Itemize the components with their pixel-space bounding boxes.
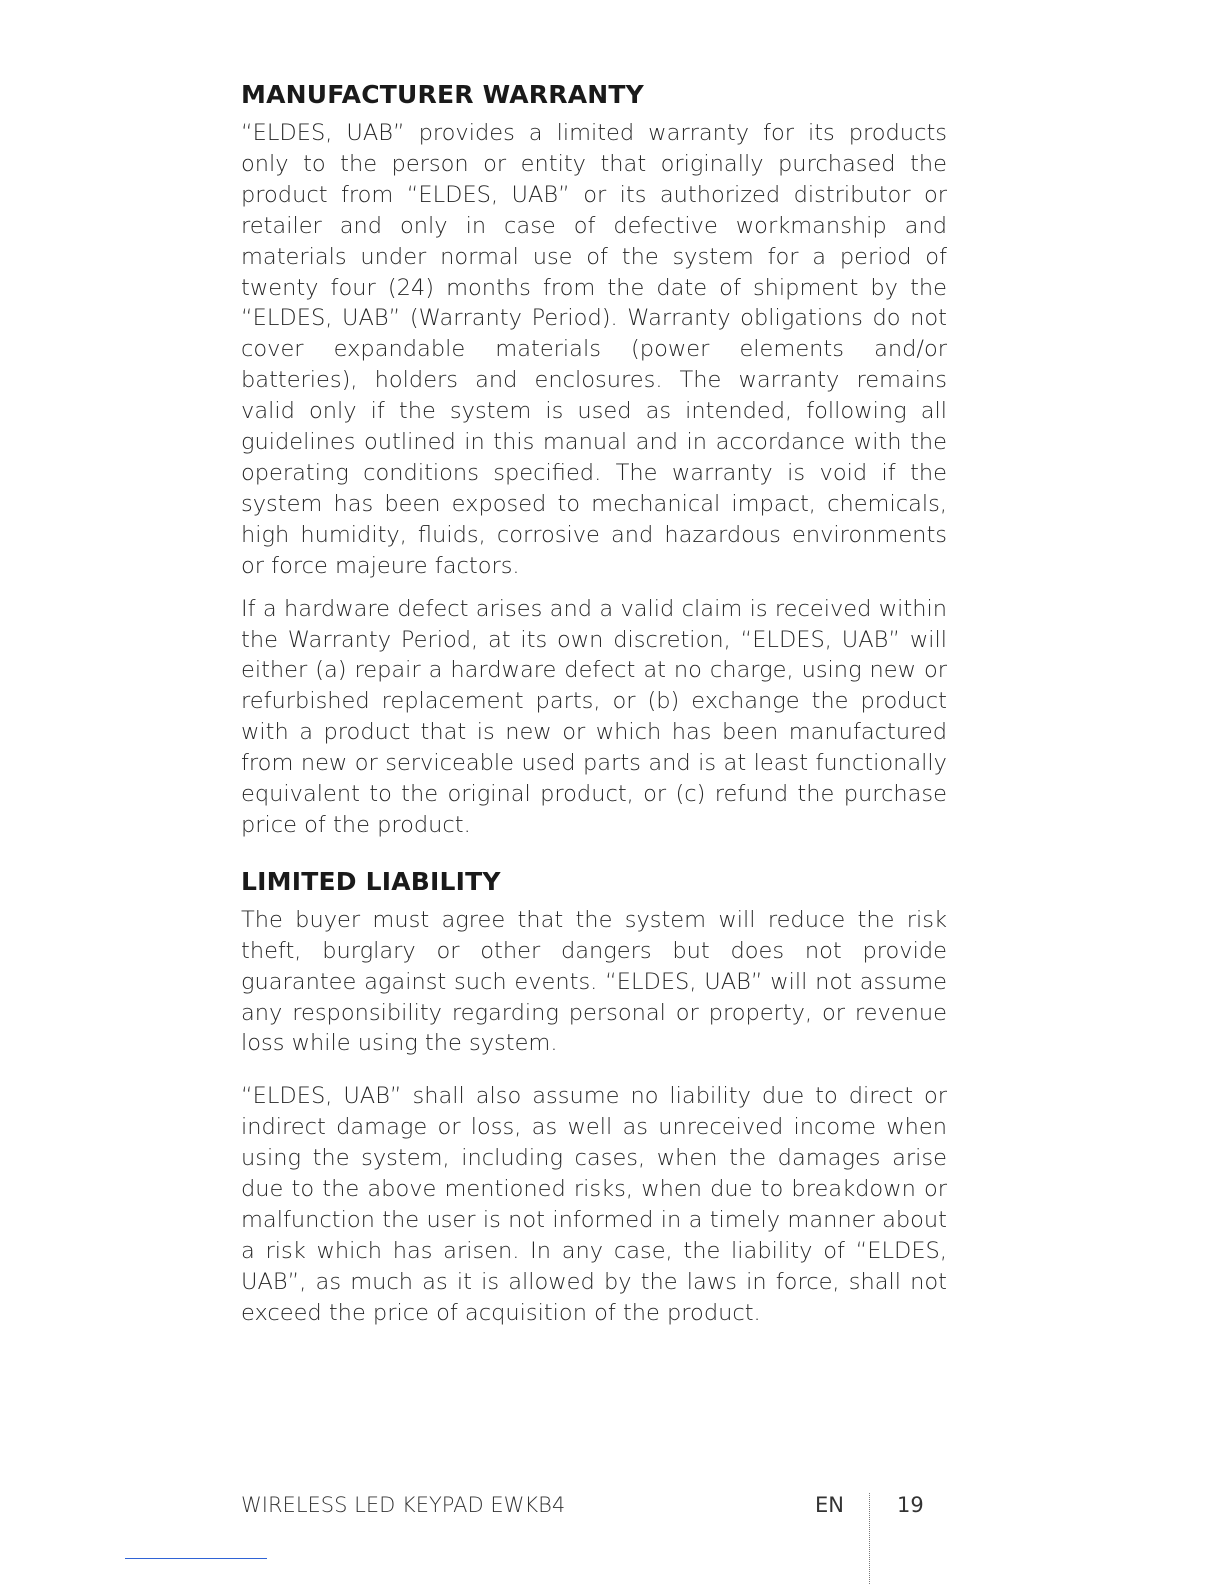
section-heading-liability: LIMITED LIABILITY bbox=[241, 866, 501, 896]
footer-product-title: WIRELESS LED KEYPAD EWKB4 bbox=[241, 1493, 566, 1517]
warranty-paragraph-2: If a hardware defect arises and a valid claim is received within the Warranty Period, at its own discretion, “ELDES, UAB” will either (a) repair a hardware defect at no charge, using new or refurbished replacement parts, or (b) exchange the product with a product that is new or which has been manufactured from new or serviceable used parts and is at least functionally equivalent to the original product, or (c) refund the purchase price of the product. bbox=[241, 595, 947, 838]
liability-paragraph-2: “ELDES, UAB” shall also assume no liability due to direct or indirect damage or loss, as well as unreceived income when using the system, including cases, when the damages arise due to the above mentioned risks, when due to breakdown or malfunction the user is not informed in a timely manner about a risk which has arisen. In any case, the liability of “ELDES, UAB”, as much as it is allowed by the laws in force, shall not exceed the price of acquisition of the product. bbox=[241, 1083, 947, 1326]
liability-paragraph-1: The buyer must agree that the system will reduce the risk theft, burglary or other dangers but does not provide guarantee against such events. “ELDES, UAB” will not assume any responsibility regarding personal or property, or revenue loss while using the system. bbox=[241, 906, 947, 1057]
footer-language: EN bbox=[815, 1493, 844, 1517]
footer-page-number: 19 bbox=[897, 1493, 924, 1517]
page-content bbox=[241, 78, 947, 1341]
warranty-paragraph-1: “ELDES, UAB” provides a limited warranty for its products only to the person or entity that originally purchased the product from “ELDES, UAB” or its authorized distributor or retailer and only in case of defective workmanship and materials under normal use of the system for a period of twenty four (24) months from the date of shipment by the “ELDES, UAB” (Warranty Period). Warranty obligations do not cover expandable materials (power elements and/or batteries), holders and enclosures. The warranty remains valid only if the system is used as intended, following all guidelines outlined in this manual and in accordance with the operating conditions specified. The warranty is void if the system has been exposed to mechanical impact, chemicals, high humidity, fluids, corrosive and hazardous environments or force majeure factors. bbox=[241, 120, 947, 579]
section-spacer bbox=[241, 853, 947, 865]
section-heading-warranty: MANUFACTURER WARRANTY bbox=[241, 80, 644, 109]
footer-divider bbox=[869, 1493, 870, 1584]
crop-mark-line bbox=[125, 1558, 267, 1559]
